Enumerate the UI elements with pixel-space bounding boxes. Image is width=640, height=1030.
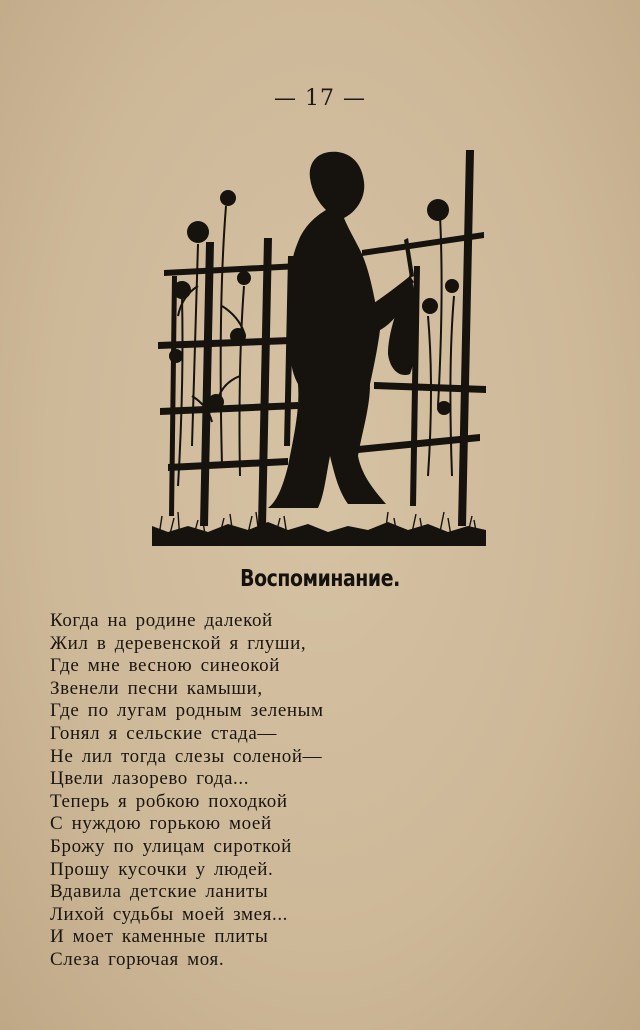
poem-line: Слеза горючая моя. xyxy=(50,948,225,970)
page-number: — 17 — xyxy=(274,86,366,111)
poem-line: Где по лугам родным зеленым xyxy=(50,700,324,722)
poem-line: Вдавила детские ланиты xyxy=(50,881,269,903)
poem-line: Когда на родине далекой xyxy=(50,610,273,631)
silhouette-illustration xyxy=(148,146,490,550)
poem-line: Гонял я сельские стада— xyxy=(50,722,278,744)
poem-line: Не лил тогда слезы соленой— xyxy=(50,745,323,767)
poem-title: Воспоминание. xyxy=(240,566,400,592)
poem-line: Цвели лазорево года... xyxy=(50,768,250,790)
poem-line: Звенели песни камыши, xyxy=(50,677,263,699)
poem-line: Где мне весною синеокой xyxy=(50,655,281,677)
poem-line: Лихой судьбы моей змея... xyxy=(50,903,289,925)
poem-line: С нуждою горькою моей xyxy=(50,813,272,835)
poem-body xyxy=(50,610,610,972)
poem-line: Брожу по улицам сироткой xyxy=(50,835,292,857)
poem-line: Теперь я робкою походкой xyxy=(50,790,288,812)
poem-line: И моет каменные плиты xyxy=(50,926,269,948)
poem-line: Жил в деревенской я глуши, xyxy=(50,632,307,654)
poem-line: Прошу кусочки у людей. xyxy=(50,858,274,880)
